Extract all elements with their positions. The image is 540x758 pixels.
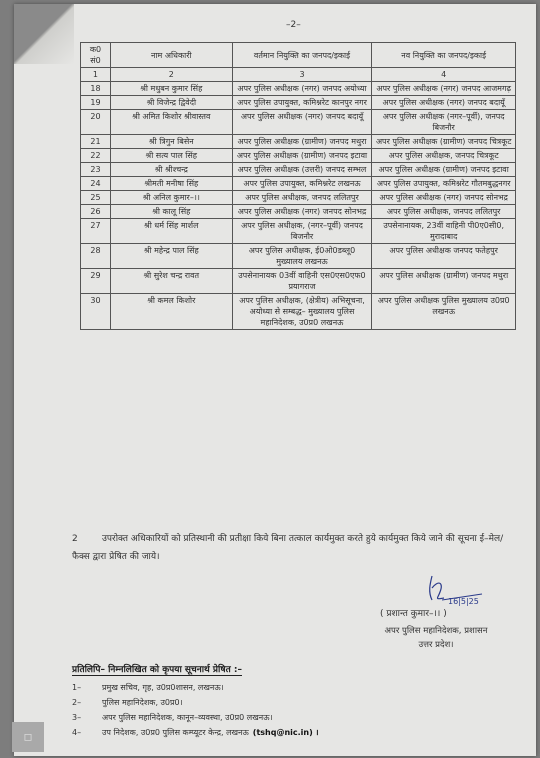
cc-item-number: 1– [72, 683, 82, 692]
paragraph-number: 2 [72, 534, 78, 544]
table-row [81, 149, 516, 163]
officer-name-cell: श्री सत्य पाल सिंह [110, 149, 232, 163]
table-row [81, 110, 516, 135]
officer-name-cell: श्री त्रिगुन बिसेन [110, 135, 232, 149]
index-cell: 4 [372, 68, 516, 82]
serial-cell: 20 [81, 110, 111, 135]
officer-name-cell: श्री धर्म सिंह मार्शल [110, 219, 232, 244]
table-header-row [81, 43, 516, 68]
cc-item [72, 710, 512, 725]
table-row [81, 135, 516, 149]
serial-cell: 27 [81, 219, 111, 244]
current-posting-cell: अपर पुलिस अधीक्षक (ग्रामीण) जनपद इटावा [232, 149, 372, 163]
current-posting-cell: अपर पुलिस अधीक्षक, (नगर–पूर्वी) जनपद बिजनौर [232, 219, 372, 244]
serial-cell: 21 [81, 135, 111, 149]
current-posting-cell: अपर पुलिस अधीक्षक, जनपद ललितपुर [232, 191, 372, 205]
table-row [81, 163, 516, 177]
current-posting-cell: अपर पुलिस उपायुक्त, कमिश्नरेट कानपुर नगर [232, 96, 372, 110]
new-posting-cell: उपसेनानायक, 23वीं वाहिनी पी0ए0सी0, मुरादाबाद [372, 219, 516, 244]
serial-cell: 29 [81, 269, 111, 294]
new-posting-cell: अपर पुलिस अधीक्षक (ग्रामीण) जनपद इटावा [372, 163, 516, 177]
page-fold [14, 4, 74, 64]
cc-item-text: उप निदेशक, उ0प्र0 पुलिस कम्प्यूटर केन्द्र, लखनऊ [102, 728, 249, 737]
officer-name-cell: श्री मधुबन कुमार सिंह [110, 82, 232, 96]
cc-item-number: 2– [72, 698, 82, 707]
signatory-name: ( प्रशान्त कुमार–।। ) [380, 609, 447, 619]
signatory-designation [356, 624, 516, 652]
cc-item-email[interactable]: (tshq@nic.in) । [252, 728, 319, 737]
new-posting-cell: अपर पुलिस अधीक्षक (नगर–पूर्वी), जनपद बिजनौर [372, 110, 516, 135]
cc-heading: प्रतिलिपि– निम्नलिखित को कृपया सूचनार्थ प्रेषित :– [72, 662, 242, 676]
header-serial: क0 सं0 [81, 43, 111, 68]
table-row [81, 244, 516, 269]
serial-cell: 25 [81, 191, 111, 205]
officer-name-cell: श्री कमल किशोर [110, 294, 232, 330]
new-posting-cell: अपर पुलिस अधीक्षक (ग्रामीण) जनपद मथुरा [372, 269, 516, 294]
header-current-posting: वर्तमान नियुक्ति का जनपद/इकाई [232, 43, 372, 68]
serial-cell: 19 [81, 96, 111, 110]
new-posting-cell: अपर पुलिस अधीक्षक (नगर) जनपद बदायूँ [372, 96, 516, 110]
current-posting-cell: उपसेनानायक 03वीं वाहिनी एस0एस0एफ0 प्रयागराज [232, 269, 372, 294]
signature-date: 16|5|25 [448, 597, 479, 606]
serial-cell: 30 [81, 294, 111, 330]
serial-cell: 22 [81, 149, 111, 163]
designation-line: उत्तर प्रदेश। [418, 640, 454, 650]
table-row [81, 294, 516, 330]
cc-item-number: 3– [72, 713, 82, 722]
current-posting-cell: अपर पुलिस अधीक्षक (नगर) जनपद सोनभद्र [232, 205, 372, 219]
officer-name-cell: श्री अमित किशोर श्रीवास्तव [110, 110, 232, 135]
serial-cell: 24 [81, 177, 111, 191]
signature-image [418, 570, 498, 610]
cc-item [72, 680, 512, 695]
designation-line: अपर पुलिस महानिदेशक, प्रशासन [384, 626, 488, 636]
table-row [81, 219, 516, 244]
officer-name-cell: श्री महेन्द्र पाल सिंह [110, 244, 232, 269]
current-posting-cell: अपर पुलिस अधीक्षक (नगर) जनपद बदायूँ [232, 110, 372, 135]
instruction-paragraph [72, 530, 516, 566]
serial-cell: 26 [81, 205, 111, 219]
serial-cell: 28 [81, 244, 111, 269]
officer-name-cell: श्री कालू सिंह [110, 205, 232, 219]
new-posting-cell: अपर पुलिस उपायुक्त, कमिश्नरेट गौतमबुद्धनगर [372, 177, 516, 191]
table-index-row [81, 68, 516, 82]
current-posting-cell: अपर पुलिस उपायुक्त, कमिश्नरेट लखनऊ [232, 177, 372, 191]
current-posting-cell: अपर पुलिस अधीक्षक, (क्षेत्रीय) अभिसूचना, अयोध्या से सम्बद्ध– मुख्यालय पुलिस महानिदेशक, उ0प्र0 लखनऊ [232, 294, 372, 330]
cc-item-text: पुलिस महानिदेशक, उ0प्र0। [102, 698, 183, 707]
new-posting-cell: अपर पुलिस अधीक्षक (नगर) जनपद आजमगढ़ [372, 82, 516, 96]
cc-item-text: प्रमुख सचिव, गृह, उ0प्र0शासन, लखनऊ। [102, 683, 224, 692]
table-row [81, 191, 516, 205]
table-row [81, 177, 516, 191]
page-number: –2– [286, 20, 301, 30]
serial-cell: 18 [81, 82, 111, 96]
cc-item [72, 725, 512, 740]
index-cell: 1 [81, 68, 111, 82]
table-row [81, 205, 516, 219]
officer-name-cell: श्री सुरेश चन्द्र रावत [110, 269, 232, 294]
cc-item [72, 695, 512, 710]
document-icon[interactable]: ▫ [12, 722, 44, 752]
officer-name-cell: श्री अनिल कुमार–।। [110, 191, 232, 205]
table-row [81, 96, 516, 110]
transfer-table [80, 42, 516, 330]
officer-name-cell: श्री विजेन्द्र द्विवेदी [110, 96, 232, 110]
current-posting-cell: अपर पुलिस अधीक्षक (उत्तरी) जनपद सम्भल [232, 163, 372, 177]
officer-name-cell: श्री श्रीश्चन्द्र [110, 163, 232, 177]
table-row [81, 269, 516, 294]
header-officer-name: नाम अधिकारी [110, 43, 232, 68]
new-posting-cell: अपर पुलिस अधीक्षक, जनपद ललितपुर [372, 205, 516, 219]
new-posting-cell: अपर पुलिस अधीक्षक (ग्रामीण) जनपद चित्रकूट [372, 135, 516, 149]
new-posting-cell: अपर पुलिस अधीक्षक (नगर) जनपद सोनभद्र [372, 191, 516, 205]
new-posting-cell: अपर पुलिस अधीक्षक, जनपद चित्रकूट [372, 149, 516, 163]
current-posting-cell: अपर पुलिस अधीक्षक, ई0ओ0डब्लू0 मुख्यालय लखनऊ [232, 244, 372, 269]
cc-list [72, 680, 512, 740]
new-posting-cell: अपर पुलिस अधीक्षक पुलिस मुख्यालय उ0प्र0 लखनऊ [372, 294, 516, 330]
index-cell: 3 [232, 68, 372, 82]
cc-item-number: 4– [72, 728, 82, 737]
new-posting-cell: अपर पुलिस अधीक्षक जनपद फतेहपुर [372, 244, 516, 269]
cc-item-text: अपर पुलिस महानिदेशक, कानून–व्यवस्था, उ0प्र0 लखनऊ। [102, 713, 273, 722]
current-posting-cell: अपर पुलिस अधीक्षक (ग्रामीण) जनपद मथुरा [232, 135, 372, 149]
index-cell: 2 [110, 68, 232, 82]
header-new-posting: नव नियुक्ति का जनपद/इकाई [372, 43, 516, 68]
paragraph-text: उपरोक्त अधिकारियों को प्रतिस्थानी की प्रतीक्षा किये बिना तत्काल कार्यमुक्त करते हुये कार्यमुक्त किये जाने की सूचना ई–मेल/फैक्स द्वारा प्रेषित की जाये। [72, 534, 504, 562]
officer-name-cell: श्रीमती मनीषा सिंह [110, 177, 232, 191]
serial-cell: 23 [81, 163, 111, 177]
table-row [81, 82, 516, 96]
current-posting-cell: अपर पुलिस अधीक्षक (नगर) जनपद अयोध्या [232, 82, 372, 96]
